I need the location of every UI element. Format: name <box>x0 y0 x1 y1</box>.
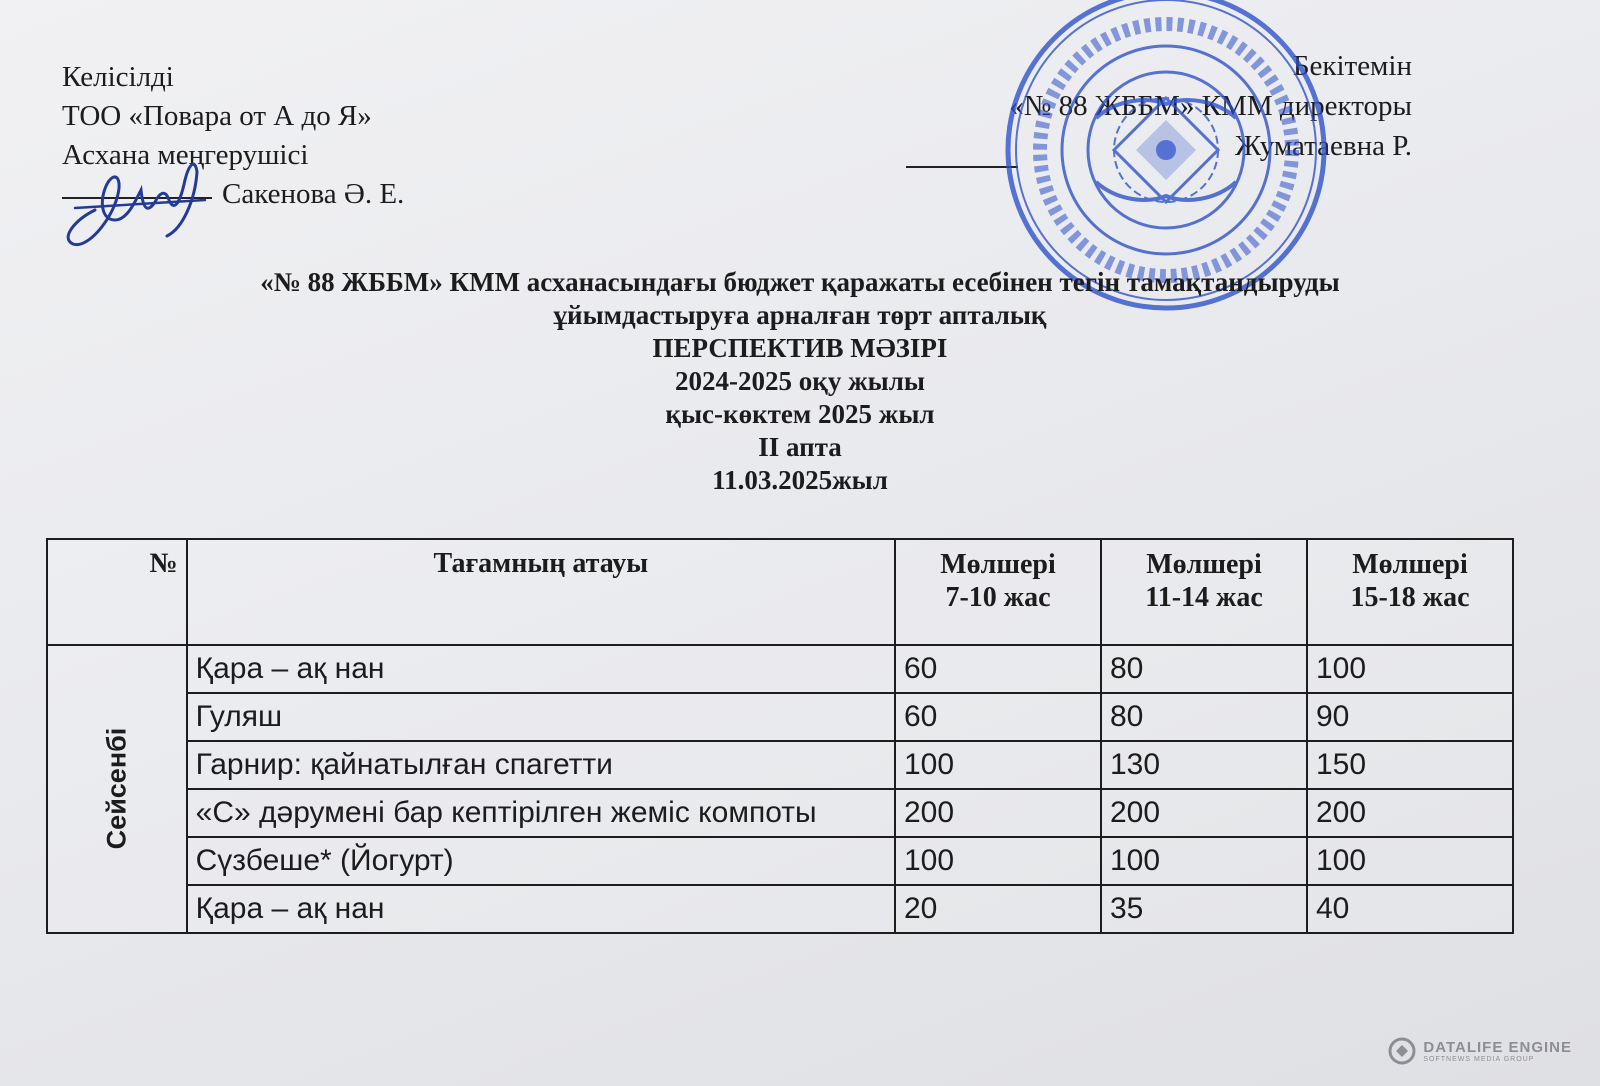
dish-name: Қара – ақ нан <box>187 645 895 693</box>
portion-11-14: 130 <box>1101 741 1307 789</box>
dish-name: «С» дәрумені бар кептірілген жеміс компоты <box>187 789 895 837</box>
table-row <box>47 645 1513 693</box>
watermark-text <box>1423 1040 1572 1063</box>
portion-15-18: 90 <box>1307 693 1513 741</box>
approval-left-title: Келісілді <box>62 61 174 93</box>
portion-11-14: 100 <box>1101 837 1307 885</box>
dish-name: Гарнир: қайнатылған спагетти <box>187 741 895 789</box>
header-portion-label: Мөлшері <box>940 549 1056 580</box>
title-line-1: «№ 88 ЖББМ» КММ асханасындағы бюджет қаражаты есебінен тегін тамақтандыруды <box>260 267 1340 297</box>
portion-15-18: 150 <box>1307 741 1513 789</box>
kitchen-head-position: Асхана меңгерушісі <box>62 139 309 171</box>
school-year: 2024-2025 оқу жылы <box>675 366 925 396</box>
director-name: Жуматаевна Р. <box>1235 130 1412 162</box>
portion-15-18: 200 <box>1307 789 1513 837</box>
header-age-group: 15-18 жас <box>1350 582 1470 613</box>
portion-15-18: 100 <box>1307 837 1513 885</box>
header-age-group: 7-10 жас <box>945 582 1051 613</box>
signer-name: Сакенова Ә. Е. <box>222 178 405 210</box>
table-row <box>47 837 1513 885</box>
document-title <box>110 266 1490 497</box>
header-portion-15-18 <box>1307 539 1513 645</box>
portion-7-10: 20 <box>895 885 1101 933</box>
portion-7-10: 100 <box>895 837 1101 885</box>
menu-table <box>46 538 1514 934</box>
header-dish-name: Тағамның атауы <box>187 539 895 645</box>
portion-11-14: 35 <box>1101 885 1307 933</box>
datalife-logo-icon <box>1387 1036 1417 1066</box>
dish-name: Гуляш <box>187 693 895 741</box>
season: қыс-көктем 2025 жыл <box>665 399 935 429</box>
title-line-3: ПЕРСПЕКТИВ МӘЗІРІ <box>652 333 948 363</box>
table-row <box>47 741 1513 789</box>
week-number: ІІ апта <box>758 432 842 462</box>
table-header-row <box>47 539 1513 645</box>
dish-name: Сүзбеше* (Йогурт) <box>187 837 895 885</box>
header-portion-11-14 <box>1101 539 1307 645</box>
portion-7-10: 60 <box>895 645 1101 693</box>
table-row <box>47 789 1513 837</box>
approval-right-title: Бекітемін <box>1292 50 1412 82</box>
portion-11-14: 80 <box>1101 645 1307 693</box>
portion-15-18: 40 <box>1307 885 1513 933</box>
portion-7-10: 60 <box>895 693 1101 741</box>
portion-7-10: 100 <box>895 741 1101 789</box>
header-number: № <box>47 539 187 645</box>
table-row <box>47 693 1513 741</box>
header-portion-label: Мөлшері <box>1352 549 1468 580</box>
title-line-2: ұйымдастыруға арналған төрт апталық <box>553 300 1047 330</box>
day-cell <box>47 645 187 933</box>
watermark-subtitle: SOFTNEWS MEDIA GROUP <box>1423 1055 1535 1063</box>
watermark-title: DATALIFE ENGINE <box>1423 1038 1572 1056</box>
portion-11-14: 200 <box>1101 789 1307 837</box>
header-age-group: 11-14 жас <box>1145 582 1263 613</box>
handwritten-signature <box>55 150 235 250</box>
watermark <box>1387 1036 1572 1066</box>
portion-15-18: 100 <box>1307 645 1513 693</box>
caterer-name: ТОО «Повара от А до Я» <box>62 100 372 132</box>
day-label: Сейсенбі <box>101 727 132 850</box>
menu-date: 11.03.2025жыл <box>712 465 888 495</box>
portion-7-10: 200 <box>895 789 1101 837</box>
table-row <box>47 885 1513 933</box>
portion-11-14: 80 <box>1101 693 1307 741</box>
header-portion-7-10 <box>895 539 1101 645</box>
dish-name: Қара – ақ нан <box>187 885 895 933</box>
header-portion-label: Мөлшері <box>1146 549 1262 580</box>
director-position: «№ 88 ЖББМ» КММ директоры <box>1009 90 1412 122</box>
